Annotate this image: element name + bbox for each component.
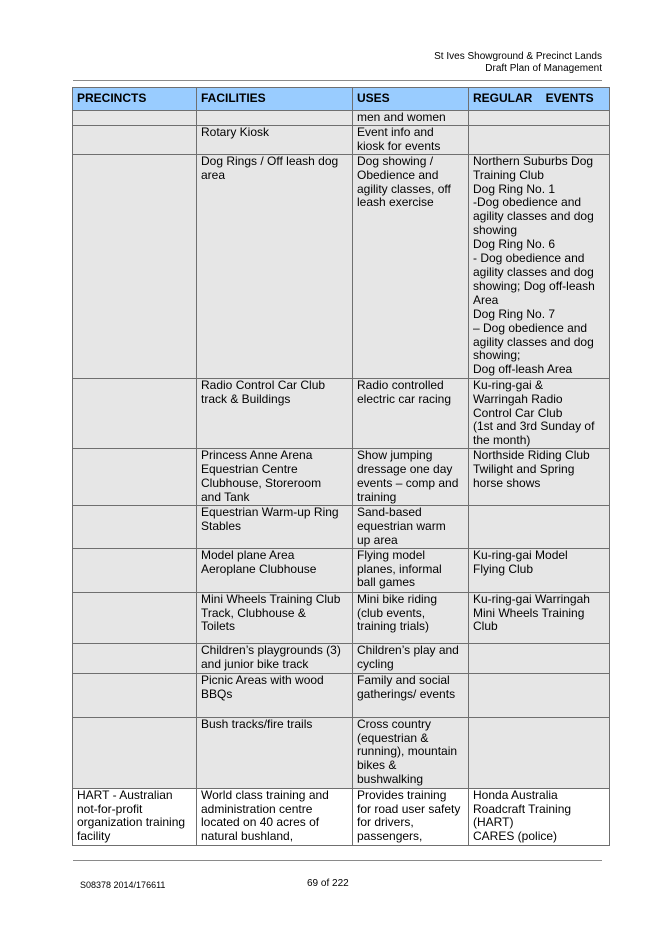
uses-cell: men and women — [353, 111, 469, 126]
uses-cell: Family and social gatherings/ events — [353, 673, 469, 717]
document-reference: S08378 2014/176611 — [80, 880, 166, 890]
facility-cell: Model plane Area Aeroplane Clubhouse — [197, 548, 353, 592]
precinct-cell — [73, 111, 197, 126]
uses-cell: Mini bike riding (club events, training trials) — [353, 592, 469, 643]
uses-cell: Event info and kiosk for events — [353, 125, 469, 154]
uses-cell: Provides training for road user safety for drivers, passengers, — [353, 788, 469, 845]
precinct-cell — [73, 673, 197, 717]
precinct-cell — [73, 154, 197, 378]
facility-cell: Rotary Kiosk — [197, 125, 353, 154]
table-row — [73, 505, 610, 548]
column-header-events: REGULAR EVENTS — [469, 88, 610, 111]
footer-rule — [73, 860, 602, 861]
table-row — [73, 125, 610, 154]
table-row — [73, 592, 610, 643]
events-cell: Northside Riding Club Twilight and Spring horse shows — [469, 449, 610, 506]
table-header-row — [73, 88, 610, 111]
events-cell: Ku-ring-gai Warringah Mini Wheels Training Club — [469, 592, 610, 643]
uses-cell: Radio controlled electric car racing — [353, 378, 469, 449]
events-cell — [469, 111, 610, 126]
page-header — [434, 51, 602, 75]
table-row — [73, 154, 610, 378]
uses-cell: Show jumping dressage one day events – comp and training — [353, 449, 469, 506]
events-cell — [469, 643, 610, 673]
facility-cell: Bush tracks/fire trails — [197, 717, 353, 788]
events-cell: Honda Australia Roadcraft Training (HART) CARES (police) — [469, 788, 610, 845]
table-row — [73, 788, 610, 845]
uses-cell: Dog showing / Obedience and agility classes, off leash exercise — [353, 154, 469, 378]
facility-cell: Radio Control Car Club track & Buildings — [197, 378, 353, 449]
facility-cell: Dog Rings / Off leash dog area — [197, 154, 353, 378]
uses-cell: Sand-based equestrian warm up area — [353, 505, 469, 548]
facility-cell: World class training and administration centre located on 40 acres of natural bushland, — [197, 788, 353, 845]
header-subtitle: Draft Plan of Management — [485, 63, 602, 74]
precinct-cell — [73, 717, 197, 788]
precinct-cell — [73, 378, 197, 449]
facility-cell — [197, 111, 353, 126]
precinct-cell — [73, 643, 197, 673]
precinct-cell — [73, 125, 197, 154]
header-rule — [73, 80, 602, 81]
table-row — [73, 378, 610, 449]
uses-cell: Flying model planes, informal ball games — [353, 548, 469, 592]
precinct-cell: HART - Australian not-for-profit organization training facility — [73, 788, 197, 845]
events-cell — [469, 125, 610, 154]
precinct-cell — [73, 449, 197, 506]
events-cell: Ku-ring-gai Model Flying Club — [469, 548, 610, 592]
facility-cell: Mini Wheels Training Club Track, Clubhouse & Toilets — [197, 592, 353, 643]
facility-cell: Children’s playgrounds (3) and junior bike track — [197, 643, 353, 673]
precinct-cell — [73, 592, 197, 643]
facility-cell: Princess Anne Arena Equestrian Centre Clubhouse, Storeroom and Tank — [197, 449, 353, 506]
column-header-facilities: FACILITIES — [197, 88, 353, 111]
events-cell — [469, 505, 610, 548]
column-header-uses: USES — [353, 88, 469, 111]
table-row — [73, 643, 610, 673]
table-row — [73, 548, 610, 592]
table-row — [73, 111, 610, 126]
events-cell — [469, 717, 610, 788]
facilities-table — [72, 87, 610, 846]
uses-cell: Children’s play and cycling — [353, 643, 469, 673]
column-header-precincts: PRECINCTS — [73, 88, 197, 111]
table-row — [73, 717, 610, 788]
events-cell: Ku-ring-gai & Warringah Radio Control Car Club (1st and 3rd Sunday of the month) — [469, 378, 610, 449]
header-title: St Ives Showground & Precinct Lands — [434, 51, 602, 62]
events-cell — [469, 673, 610, 717]
table-row — [73, 673, 610, 717]
precinct-cell — [73, 505, 197, 548]
page-number: 69 of 222 — [307, 878, 349, 889]
uses-cell: Cross country (equestrian & running), mountain bikes & bushwalking — [353, 717, 469, 788]
table-row — [73, 449, 610, 506]
facility-cell: Equestrian Warm-up Ring Stables — [197, 505, 353, 548]
table-body — [73, 111, 610, 846]
facility-cell: Picnic Areas with wood BBQs — [197, 673, 353, 717]
events-cell: Northern Suburbs Dog Training Club Dog Ring No. 1 -Dog obedience and agility classes and dog showing Dog Ring No. 6 - Dog obedience and agility classes and dog showing; Dog off-leash Area Dog Ring No. 7 – Dog obedience and agility classes and dog showing; Dog off-leash Area — [469, 154, 610, 378]
precinct-cell — [73, 548, 197, 592]
